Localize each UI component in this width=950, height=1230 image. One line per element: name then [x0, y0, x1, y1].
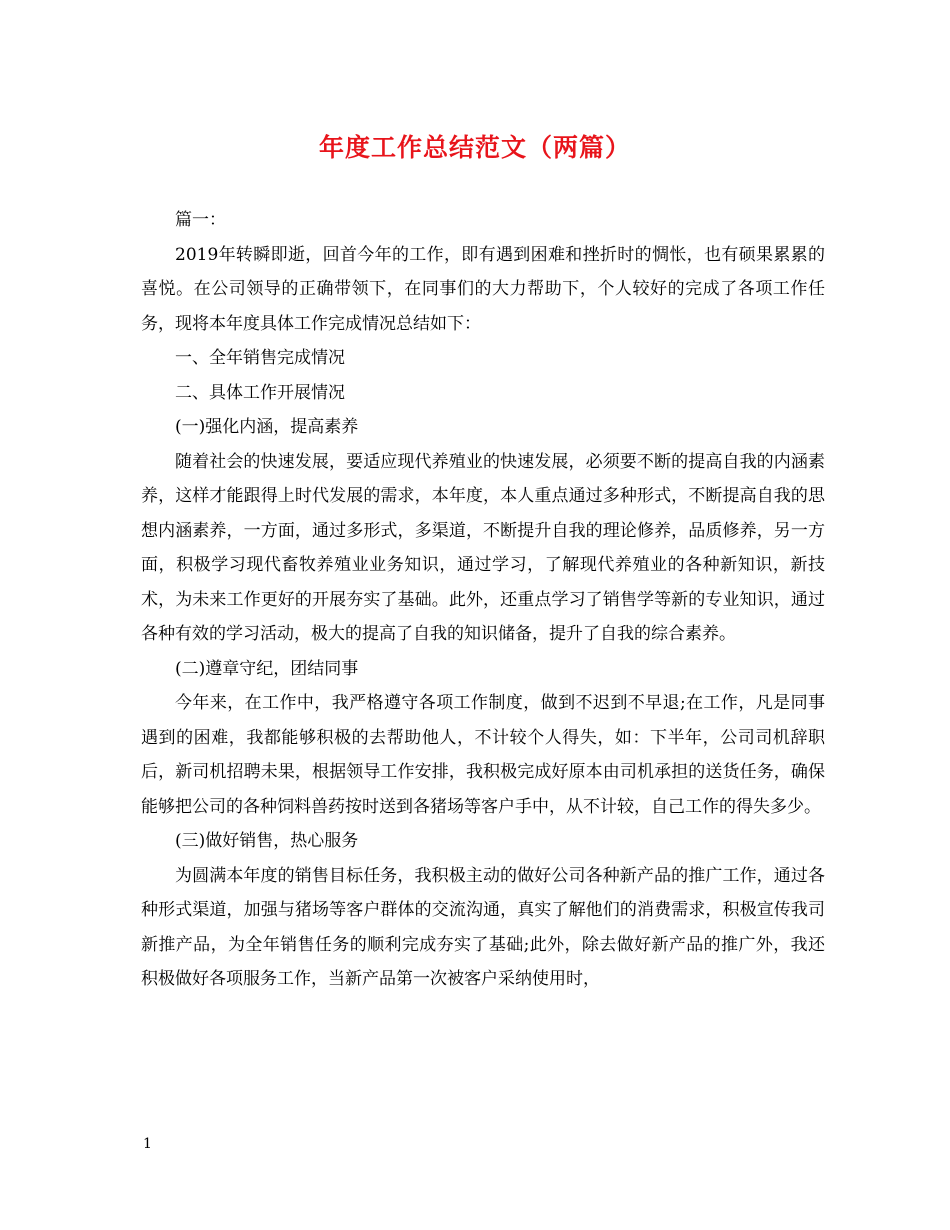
paragraph-section-heading: 篇一：	[175, 210, 226, 230]
paragraph-body-1: 随着社会的快速发展，要适应现代养殖业的快速发展，必须要不断的提高自我的内涵素养，这样才能跟得上时代发展的需求，本年度，本人重点通过多种形式，不断提高自我的思想内涵素养，一方面，通过多形式，多渠道，不断提升自我的理论修养，品质修养，另一方面，积极学习现代畜牧养殖业业务知识，通过学习，了解现代养殖业的各种新知识，新技术，为未来工作更好的开展夯实了基础。此外，还重点学习了销售学等新的专业知识，通过各种有效的学习活动，极大的提高了自我的知识储备，提升了自我的综合素养。	[141, 451, 825, 644]
paragraph-subheading-1: (一)强化内涵，提高素养	[175, 417, 359, 437]
document-title: 年度工作总结范文（两篇）	[318, 133, 631, 162]
paragraph-subheading-3: (三)做好销售，热心服务	[175, 831, 359, 851]
paragraph-heading-1: 一、全年销售完成情况	[175, 348, 345, 368]
paragraph-intro: 2019年转瞬即逝，回首今年的工作，即有遇到困难和挫折时的惆怅，也有硕果累累的喜悦。在公司领导的正确带领下，在同事们的大力帮助下，个人较好的完成了各项工作任务，现将本年度具体工作完成情况总结如下：	[141, 244, 825, 334]
paragraph-body-2: 今年来，在工作中，我严格遵守各项工作制度，做到不迟到不早退;在工作，凡是同事遇到的困难，我都能够积极的去帮助他人，不计较个人得失，如：下半年，公司司机辞职后，新司机招聘未果，根据领导工作安排，我积极完成好原本由司机承担的送货任务，确保能够把公司的各种饲料兽药按时送到各猪场等客户手中，从不计较，自己工作的得失多少。	[141, 693, 825, 817]
document-body	[141, 203, 825, 997]
page-number: 1	[143, 1136, 152, 1152]
paragraph-body-3: 为圆满本年度的销售目标任务，我积极主动的做好公司各种新产品的推广工作，通过各种形式渠道，加强与猪场等客户群体的交流沟通，真实了解他们的消费需求，积极宣传我司新推产品，为全年销售任务的顺利完成夯实了基础;此外，除去做好新产品的推广外，我还积极做好各项服务工作，当新产品第一次被客户采纳使用时，	[141, 865, 825, 989]
paragraph-subheading-2: (二)遵章守纪，团结同事	[175, 658, 359, 679]
paragraph-heading-2: 二、具体工作开展情况	[175, 382, 345, 403]
